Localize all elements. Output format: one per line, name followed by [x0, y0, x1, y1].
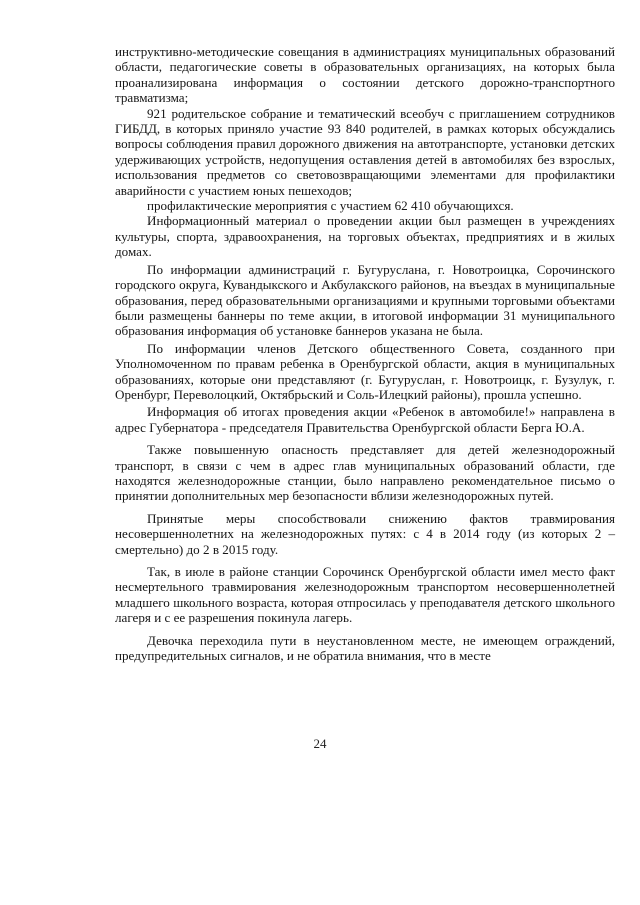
document-page: [115, 44, 615, 663]
paragraph-children-council: По информации членов Детского общественного Совета, созданного при Уполномоченном по правам ребенка в Оренбургской области, акция в муниципальных образованиях, которые они представляют (г. Бугуруслан, г. Новотроицк, г. Бузулук, г. Оренбург, Переволоцкий, Октябрьский и Соль-Илецкий районы), прошла успешно.: [115, 340, 615, 402]
paragraph-governor-report: Информация об итогах проведения акции «Ребенок в автомобиле!» направлена в адрес Губернатора - председателя Правительства Оренбургской области Берга Ю.А.: [115, 404, 615, 435]
paragraph-sorochinsk-case: Так, в июле в районе станции Сорочинск Оренбургской области имел место факт несмертельного травмирования железнодорожным транспортом несовершеннолетней младшего школьного возраста, которая отпросилась у преподавателя детского школьного лагеря и с ее разрешения покинула лагерь.: [115, 564, 615, 626]
paragraph-banners: По информации администраций г. Бугуруслана, г. Новотроицка, Сорочинского городского округа, Кувандыкского и Акбулакского районов, на въездах в муниципальные образования, перед образовательными организациями и крупными торговыми объектами были размещены баннеры по теме акции, в итоговой информации 31 муниципального образования информация об установке баннеров указана не была.: [115, 261, 615, 339]
paragraph-preventive-events: профилактические мероприятия с участием 62 410 обучающихся.: [147, 198, 514, 214]
paragraph-girl-crossing: Девочка переходила пути в неустановленном месте, не имеющем ограждений, предупредительных сигналов, и не обратила внимания, что в месте: [115, 632, 615, 664]
paragraph-parent-meetings: 921 родительское собрание и тематический всеобуч с приглашением сотрудников ГИБДД, в которых приняло участие 93 840 родителей, в рамках которых обсуждались вопросы соблюдения правил дорожного движения на автотранспорте, установки детских удерживающих устройств, недопущения оставления детей в автомобилях без взрослых, использования предметов со световозвращающими элементами для профилактики аварийности с участием юных пешеходов;: [115, 105, 615, 198]
paragraph-info-material: Информационный материал о проведении акции был размещен в учреждениях культуры, спорта, здравоохранения, на торговых объектах, предприятиях и в жилых домах.: [115, 213, 615, 260]
page-number: 24: [313, 736, 327, 751]
paragraph-railway-danger: Также повышенную опасность представляет для детей железнодорожный транспорт, в связи с чем в адрес глав муниципальных образований области, где находятся железнодорожные станции, было направлено рекомендательное письмо о принятии дополнительных мер безопасности вблизи железнодорожных путей.: [115, 442, 615, 504]
paragraph-meetings: инструктивно-методические совещания в администрациях муниципальных образований области, педагогические советы в образовательных организациях, на которых была проанализирована информация о состоянии детского дорожно-транспортного травматизма;: [115, 44, 615, 106]
paragraph-measures-result: Принятые меры способствовали снижению фактов травмирования несовершеннолетних на железнодорожных путях: с 4 в 2014 году (из которых 2 – смертельно) до 2 в 2015 году.: [115, 510, 615, 557]
